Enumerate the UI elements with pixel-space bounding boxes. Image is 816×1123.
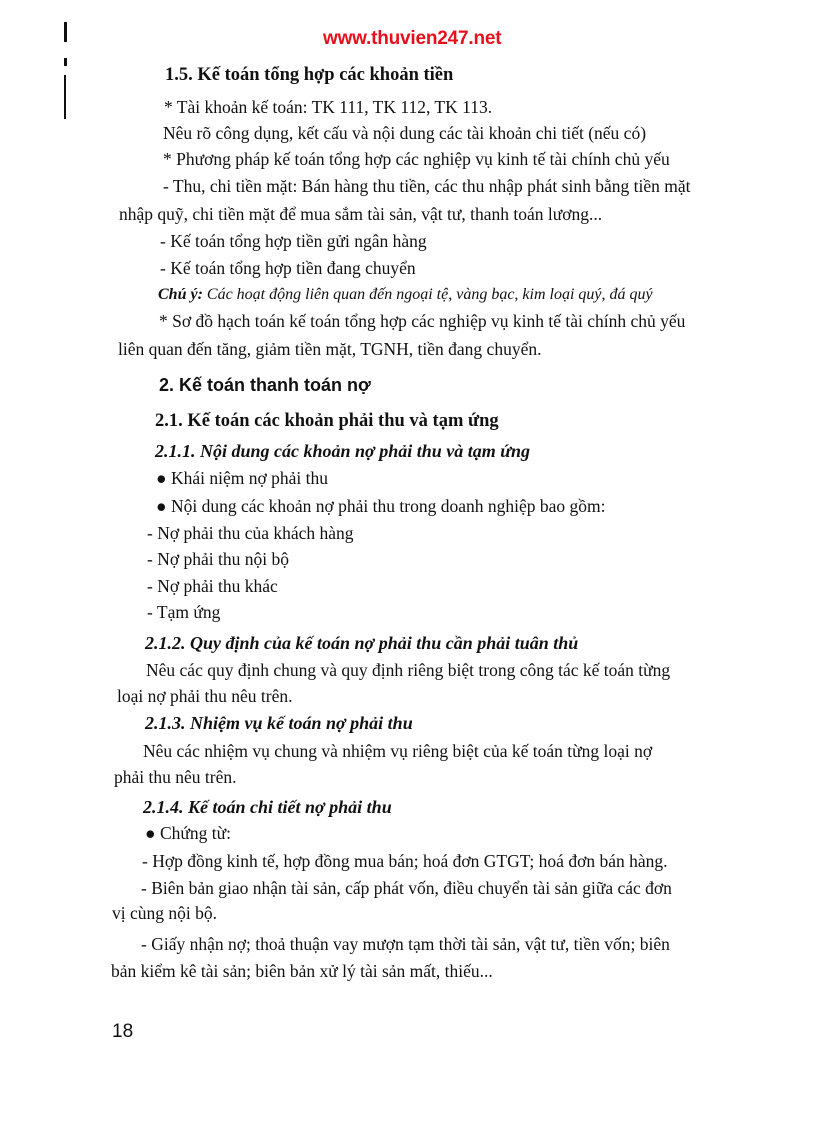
diagram-line-2: liên quan đến tăng, giảm tiền mặt, TGNH, tiền đang chuyển. bbox=[118, 339, 542, 359]
doc-line-3a: - Giấy nhận nợ; thoả thuận vay mượn tạm thời tài sản, vật tư, tiền vốn; biên bbox=[141, 934, 670, 954]
margin-mark bbox=[64, 22, 67, 42]
note-text: Các hoạt động liên quan đến ngoại tệ, vàng bạc, kim loại quý, đá quý bbox=[206, 286, 653, 303]
doc-line-3b: bản kiểm kê tài sản; biên bản xử lý tài sản mất, thiếu... bbox=[111, 961, 493, 981]
section-1-5-heading: 1.5. Kế toán tổng hợp các khoản tiền bbox=[165, 65, 454, 85]
doc-line-1: - Hợp đồng kinh tế, hợp đồng mua bán; hoá đơn GTGT; hoá đơn bán hàng. bbox=[142, 851, 668, 871]
section-2-1-heading: 2.1. Kế toán các khoản phải thu và tạm ứng bbox=[155, 411, 499, 431]
bullet-text: Khái niệm nợ phải thu bbox=[170, 468, 328, 488]
bullet-text: Nội dung các khoản nợ phải thu trong doanh nghiệp bao gồm: bbox=[170, 496, 606, 516]
watermark-url[interactable]: www.thuvien247.net bbox=[323, 28, 502, 49]
section-2-1-3-heading: 2.1.3. Nhiệm vụ kế toán nợ phải thu bbox=[145, 713, 413, 733]
bullet-text: Chứng từ: bbox=[159, 823, 231, 843]
accounts-description: Nêu rõ công dụng, kết cấu và nội dung các tài khoản chi tiết (nếu có) bbox=[163, 123, 647, 143]
duties-line-2: phải thu nêu trên. bbox=[114, 767, 237, 787]
margin-mark bbox=[64, 75, 66, 119]
diagram-line-1: * Sơ đồ hạch toán kế toán tổng hợp các nghiệp vụ kinh tế tài chính chủ yếu bbox=[159, 311, 686, 331]
list-item: - Nợ phải thu khác bbox=[147, 576, 278, 596]
duties-line-1: Nêu các nhiệm vụ chung và nhiệm vụ riêng biệt của kế toán từng loại nợ bbox=[143, 741, 653, 761]
rules-line-1: Nêu các quy định chung và quy định riêng biệt trong công tác kế toán từng bbox=[146, 660, 671, 680]
section-2-1-4-heading: 2.1.4. Kế toán chi tiết nợ phải thu bbox=[143, 797, 392, 817]
bank-line: - Kế toán tổng hợp tiền gửi ngân hàng bbox=[160, 231, 427, 251]
list-item: - Nợ phải thu nội bộ bbox=[147, 549, 289, 569]
section-2-heading: 2. Kế toán thanh toán nợ bbox=[159, 375, 371, 395]
section-2-1-2-heading: 2.1.2. Quy định của kế toán nợ phải thu cần phải tuân thủ bbox=[145, 633, 579, 653]
note-line bbox=[158, 284, 653, 306]
accounts-line: * Tài khoản kế toán: TK 111, TK 112, TK 113. bbox=[164, 97, 493, 117]
section-2-1-1-heading: 2.1.1. Nội dung các khoản nợ phải thu và tạm ứng bbox=[155, 441, 531, 461]
transit-line: - Kế toán tổng hợp tiền đang chuyển bbox=[160, 258, 416, 278]
bullet-line bbox=[145, 822, 231, 844]
page-number: 18 bbox=[112, 1021, 134, 1042]
bullet-icon: ● bbox=[156, 496, 167, 516]
cash-line-2: nhập quỹ, chi tiền mặt để mua sắm tài sản, vật tư, thanh toán lương... bbox=[119, 204, 603, 224]
method-line: * Phương pháp kế toán tổng hợp các nghiệp vụ kinh tế tài chính chủ yếu bbox=[163, 149, 670, 169]
note-label: Chú ý: bbox=[158, 286, 203, 303]
rules-line-2: loại nợ phải thu nêu trên. bbox=[117, 686, 293, 706]
bullet-icon: ● bbox=[156, 468, 167, 488]
margin-mark bbox=[64, 58, 67, 66]
list-item: - Tạm ứng bbox=[147, 602, 221, 622]
doc-line-2b: vị cùng nội bộ. bbox=[112, 903, 217, 923]
bullet-icon: ● bbox=[145, 823, 156, 843]
cash-line-1: - Thu, chi tiền mặt: Bán hàng thu tiền, các thu nhập phát sinh bằng tiền mặt bbox=[163, 176, 691, 196]
bullet-line bbox=[156, 495, 605, 517]
bullet-line bbox=[156, 467, 328, 489]
list-item: - Nợ phải thu của khách hàng bbox=[147, 523, 354, 543]
doc-line-2a: - Biên bản giao nhận tài sản, cấp phát vốn, điều chuyển tài sản giữa các đơn bbox=[141, 878, 672, 898]
